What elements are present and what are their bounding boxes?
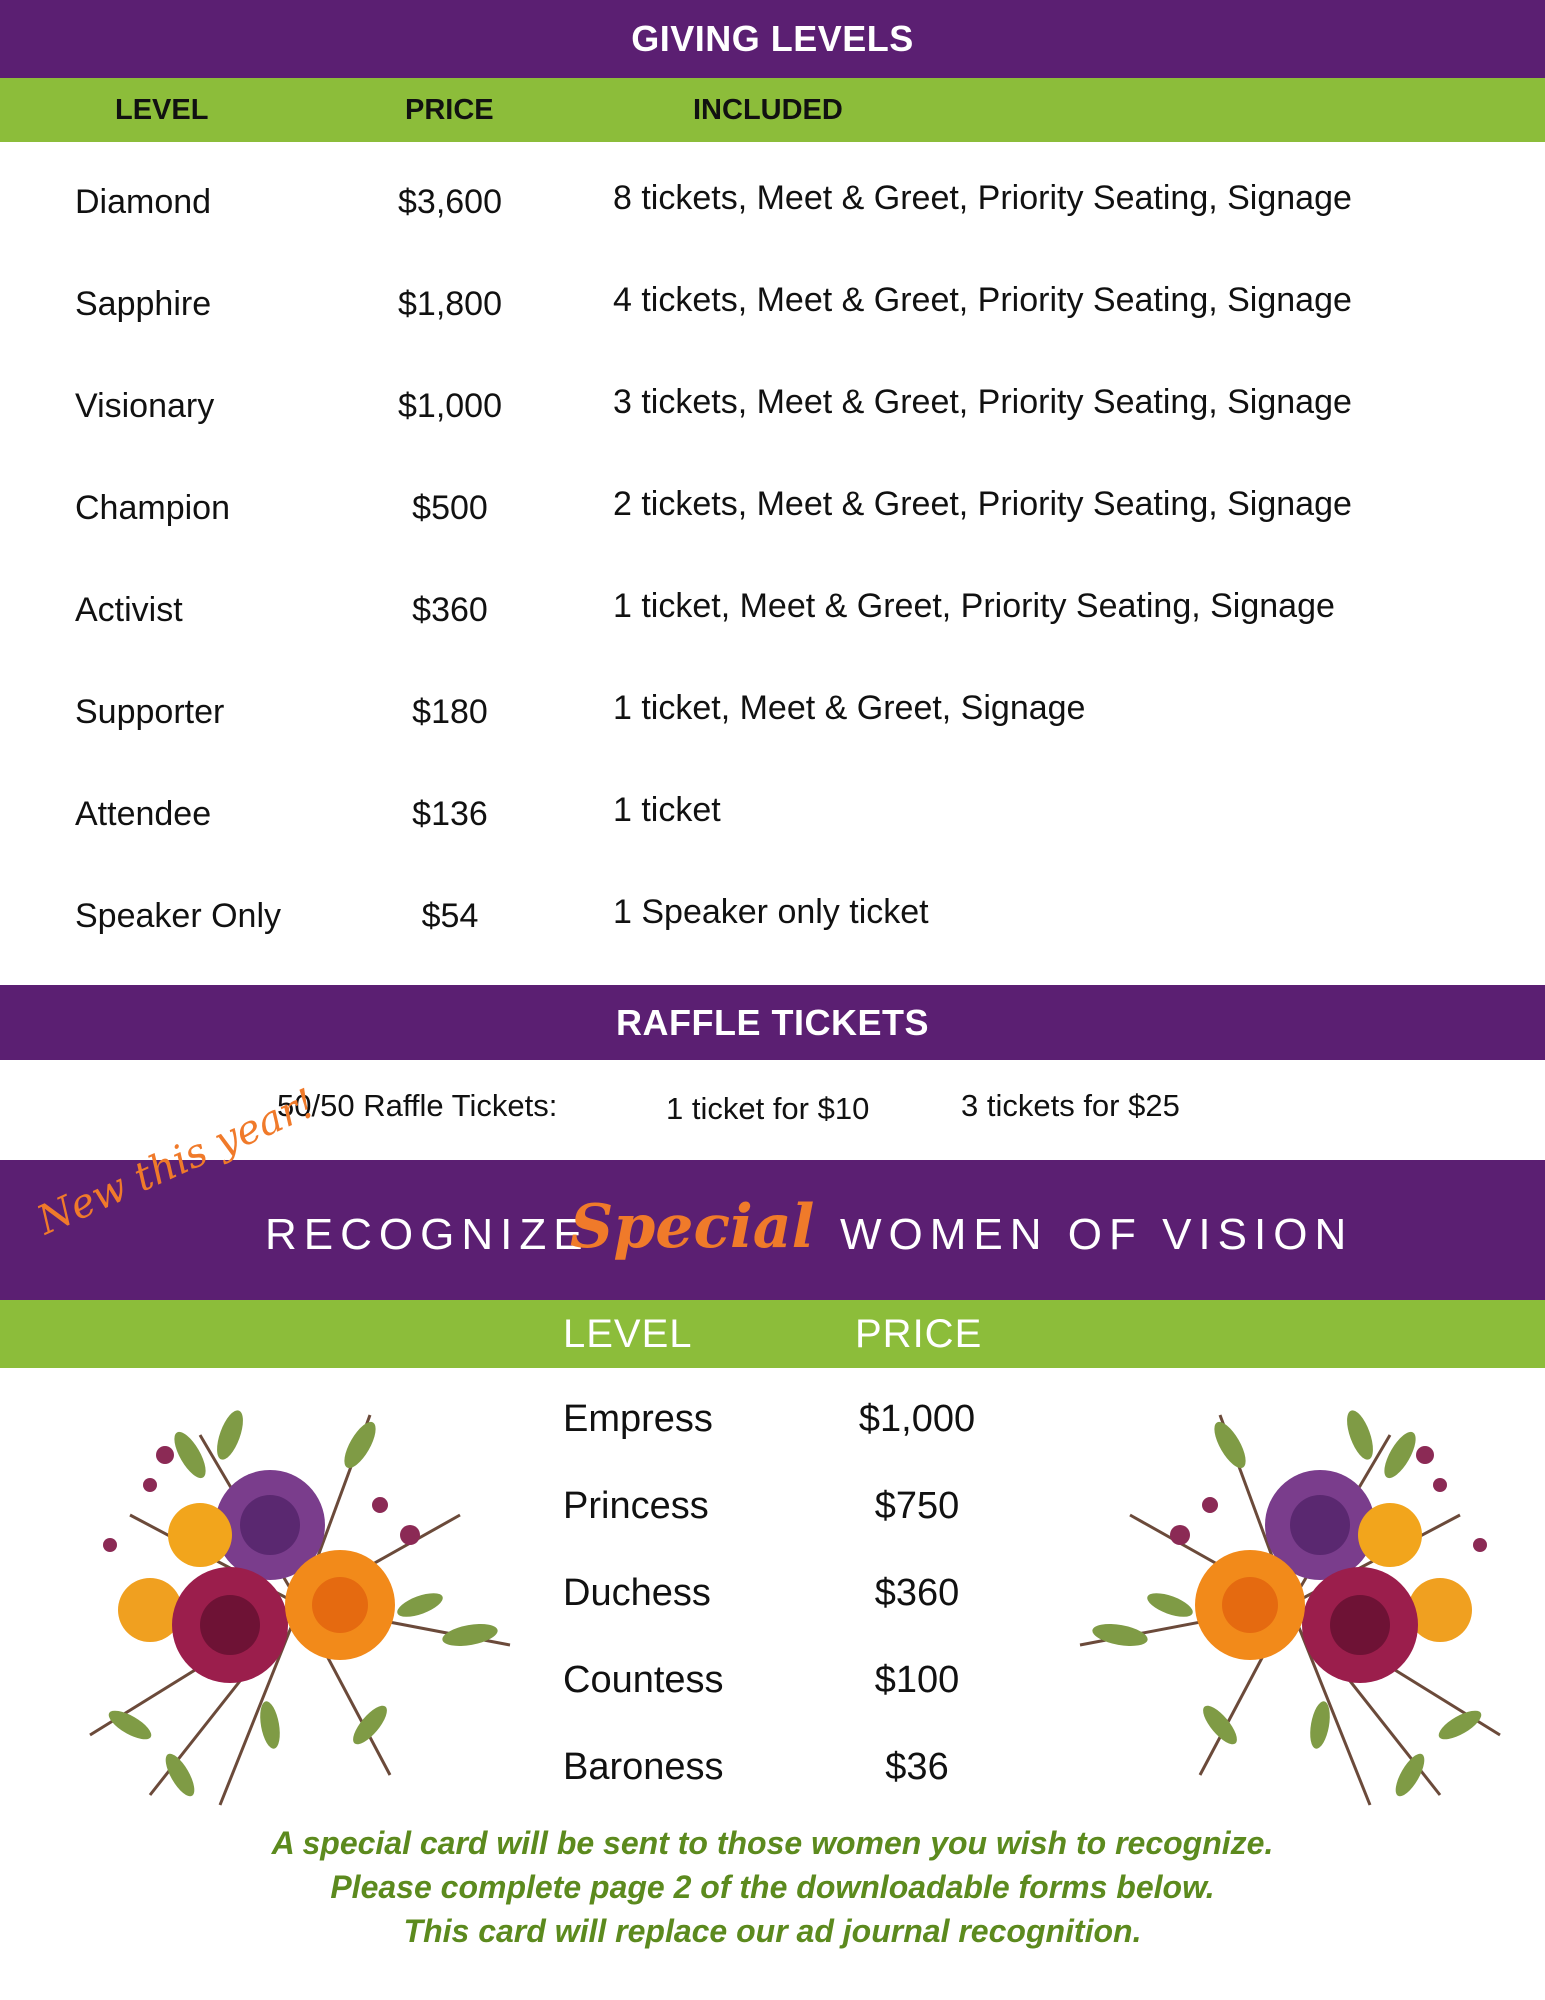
raffle-option-three: 3 tickets for $25 [961, 1088, 1180, 1123]
rec-col-price-heading: PRICE [855, 1312, 983, 1356]
recognition-price: $36 [885, 1746, 949, 1788]
giving-included: 1 ticket, Meet & Greet, Signage [613, 689, 1086, 727]
giving-level: Diamond [75, 183, 212, 221]
recognition-note-line-3: This card will replace our ad journal recognition. [403, 1913, 1142, 1949]
giving-included: 1 Speaker only ticket [613, 893, 929, 931]
flower-bouquet-left [70, 1395, 530, 1815]
giving-price: $1,000 [398, 387, 502, 425]
giving-price: $500 [412, 489, 488, 527]
recognition-note-line-1: A special card will be sent to those women you wish to recognize. [271, 1825, 1274, 1861]
raffle-label: 50/50 Raffle Tickets: [277, 1088, 558, 1123]
new-this-year-text: New this year! [30, 1080, 323, 1245]
recognition-price: $360 [874, 1572, 960, 1614]
giving-row [0, 689, 1545, 795]
giving-included: 1 ticket, Meet & Greet, Priority Seating, Signage [613, 587, 1335, 625]
women-of-vision-words: WOMEN OF VISION [840, 1210, 1354, 1259]
flower-bouquet-right [1060, 1395, 1520, 1815]
recognition-price: $1,000 [858, 1398, 976, 1440]
giving-row [0, 485, 1545, 591]
recognition-level: Empress [563, 1398, 713, 1440]
giving-levels-title: GIVING LEVELS [631, 18, 914, 59]
giving-price: $136 [412, 795, 488, 833]
col-level-heading: LEVEL [115, 94, 209, 126]
recognition-price: $750 [874, 1485, 960, 1527]
giving-levels-banner [0, 0, 1545, 78]
giving-level: Sapphire [75, 285, 212, 323]
giving-included: 4 tickets, Meet & Greet, Priority Seating, Signage [613, 281, 1352, 319]
giving-level: Supporter [75, 693, 225, 731]
giving-level: Speaker Only [75, 897, 281, 935]
recognition-level: Countess [563, 1659, 724, 1701]
giving-row [0, 281, 1545, 387]
raffle-option-one: 1 ticket for $10 [666, 1091, 870, 1126]
giving-price: $3,600 [398, 183, 502, 221]
rec-col-level-heading: LEVEL [563, 1312, 693, 1356]
recognition-note-line-2: Please complete page 2 of the downloadable forms below. [330, 1869, 1215, 1905]
giving-row [0, 179, 1545, 285]
giving-price: $1,800 [398, 285, 502, 323]
giving-level: Activist [75, 591, 183, 629]
giving-row [0, 893, 1545, 999]
giving-row [0, 587, 1545, 693]
col-price-heading: PRICE [405, 94, 494, 126]
raffle-title: RAFFLE TICKETS [616, 1001, 929, 1043]
giving-row [0, 383, 1545, 489]
giving-column-header [0, 78, 1545, 142]
recognition-level: Duchess [563, 1572, 711, 1614]
giving-level: Champion [75, 489, 230, 527]
giving-included: 1 ticket [613, 791, 721, 829]
recognition-price: $100 [874, 1659, 960, 1701]
recognize-column-header [0, 1300, 1545, 1368]
giving-level: Visionary [75, 387, 215, 425]
giving-included: 8 tickets, Meet & Greet, Priority Seating, Signage [613, 179, 1352, 217]
giving-row [0, 791, 1545, 897]
giving-price: $180 [412, 693, 488, 731]
recognize-word: RECOGNIZE [265, 1210, 590, 1259]
recognition-level: Baroness [563, 1746, 724, 1788]
recognition-level: Princess [563, 1485, 709, 1527]
giving-included: 3 tickets, Meet & Greet, Priority Seating, Signage [613, 383, 1352, 421]
giving-price: $54 [421, 897, 479, 935]
giving-price: $360 [412, 591, 488, 629]
raffle-banner [0, 985, 1545, 1060]
giving-included: 2 tickets, Meet & Greet, Priority Seating, Signage [613, 485, 1352, 523]
col-included-heading: INCLUDED [693, 94, 843, 126]
giving-level: Attendee [75, 795, 212, 833]
special-script-word: Special [570, 1192, 815, 1262]
